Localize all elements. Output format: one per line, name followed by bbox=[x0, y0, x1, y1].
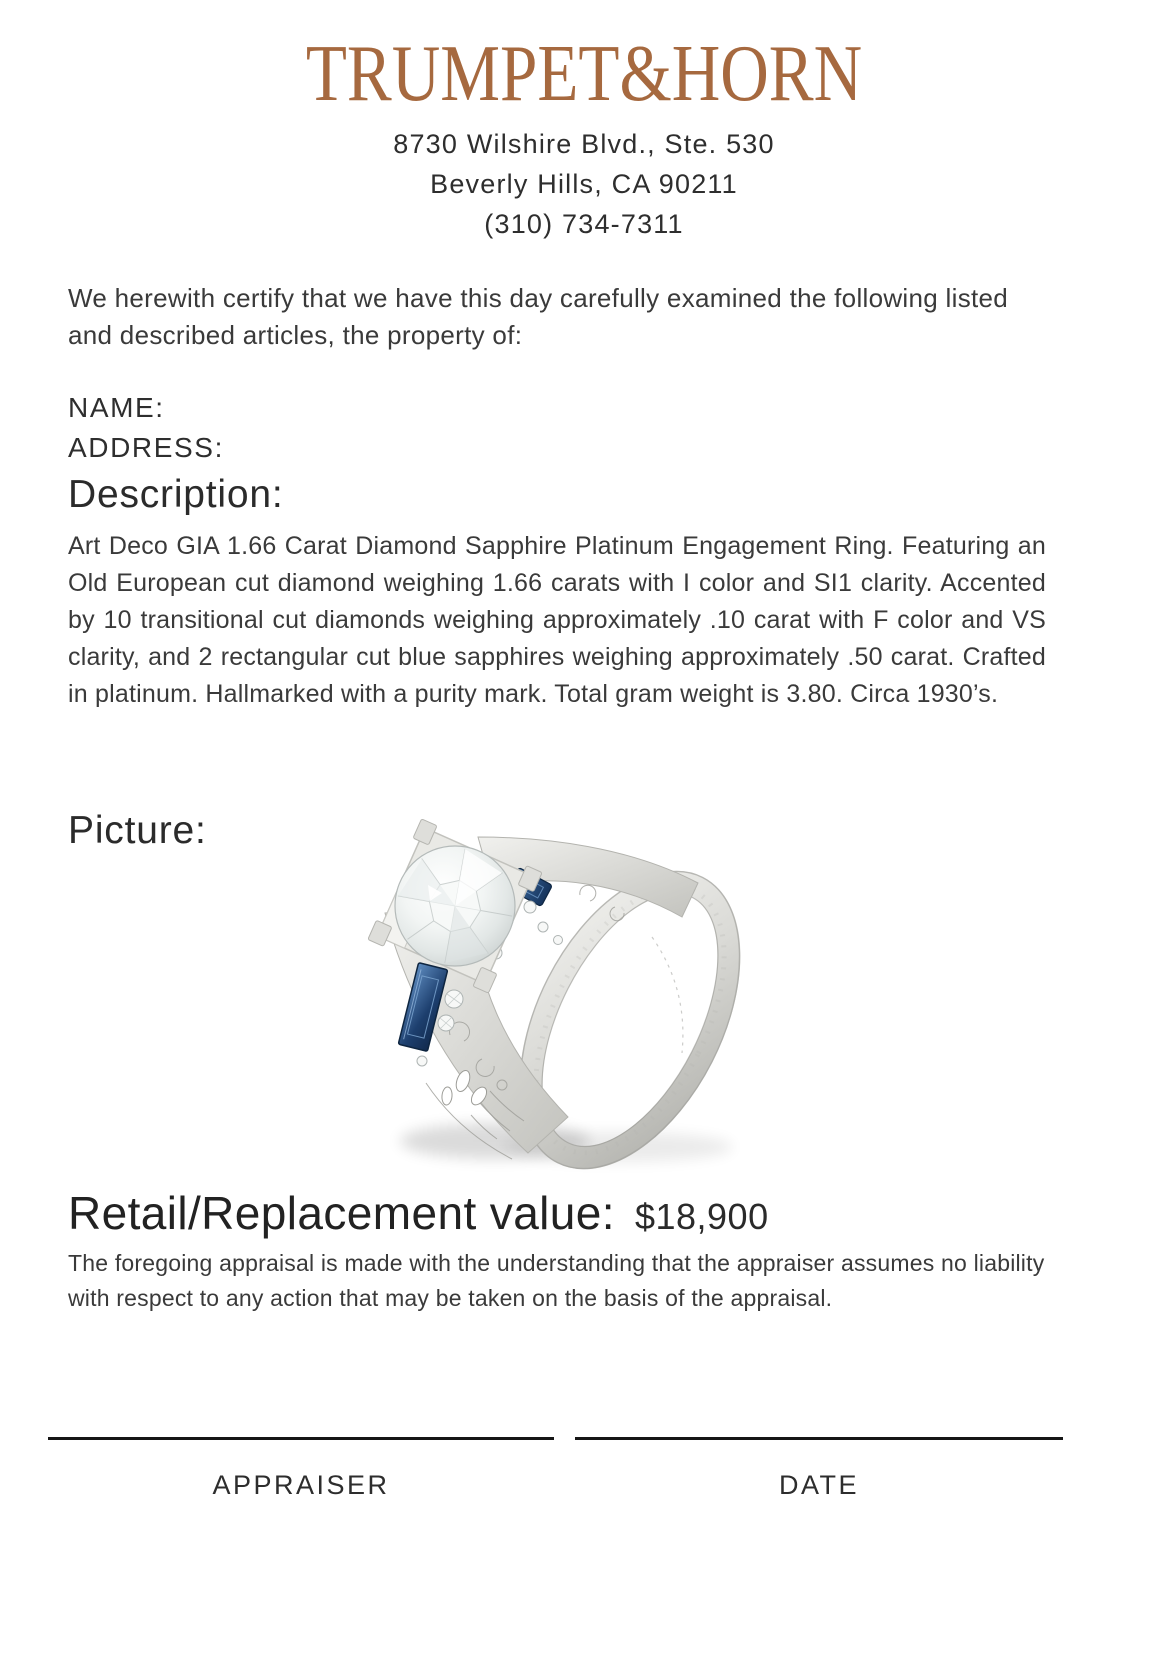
brand-address-line2: Beverly Hills, CA 90211 bbox=[430, 169, 738, 199]
valuation-amount: $18,900 bbox=[634, 1196, 769, 1237]
valuation-label: Retail/Replacement value: bbox=[68, 1187, 615, 1239]
ring-illustration bbox=[330, 785, 760, 1185]
date-signature-line bbox=[575, 1437, 1063, 1440]
brand-address-line1: 8730 Wilshire Blvd., Ste. 530 bbox=[393, 129, 775, 159]
date-label: DATE bbox=[778, 1470, 859, 1500]
valuation-row bbox=[68, 1185, 1108, 1241]
name-field-label: NAME: bbox=[68, 392, 165, 423]
address-field-label: ADDRESS: bbox=[68, 432, 224, 463]
description-heading: Description: bbox=[68, 473, 284, 516]
description-text: Art Deco GIA 1.66 Carat Diamond Sapphire Platinum Engagement Ring. Featuring an Old European cut diamond weighing 1.66 carats with I color and SI1 clarity. Accented by 10 transitional cut diamonds weighing approximately .10 carat with F color and VS clarity, and 2 rectangular cut blue sapphires weighing approximately .50 carat. Crafted in platinum. Hallmarked with a purity mark. Total gram weight is 3.80. Circa 1930’s. bbox=[68, 532, 1046, 708]
certification-intro: We herewith certify that we have this day carefully examined the following listed and described articles, the property of: bbox=[68, 283, 1009, 350]
brand-logo: TRUMPET&HORN bbox=[305, 30, 863, 118]
appraiser-signature-line bbox=[48, 1437, 554, 1440]
ring-photo bbox=[330, 785, 760, 1185]
brand-address-block bbox=[0, 124, 1168, 244]
picture-heading: Picture: bbox=[68, 809, 207, 852]
owner-fields bbox=[68, 388, 668, 468]
appraiser-label: APPRAISER bbox=[212, 1470, 390, 1500]
brand-phone: (310) 734-7311 bbox=[484, 209, 684, 239]
valuation-disclaimer: The foregoing appraisal is made with the understanding that the appraiser assumes no liability with respect to any action that may be taken on the basis of the appraisal. bbox=[68, 1250, 1045, 1311]
